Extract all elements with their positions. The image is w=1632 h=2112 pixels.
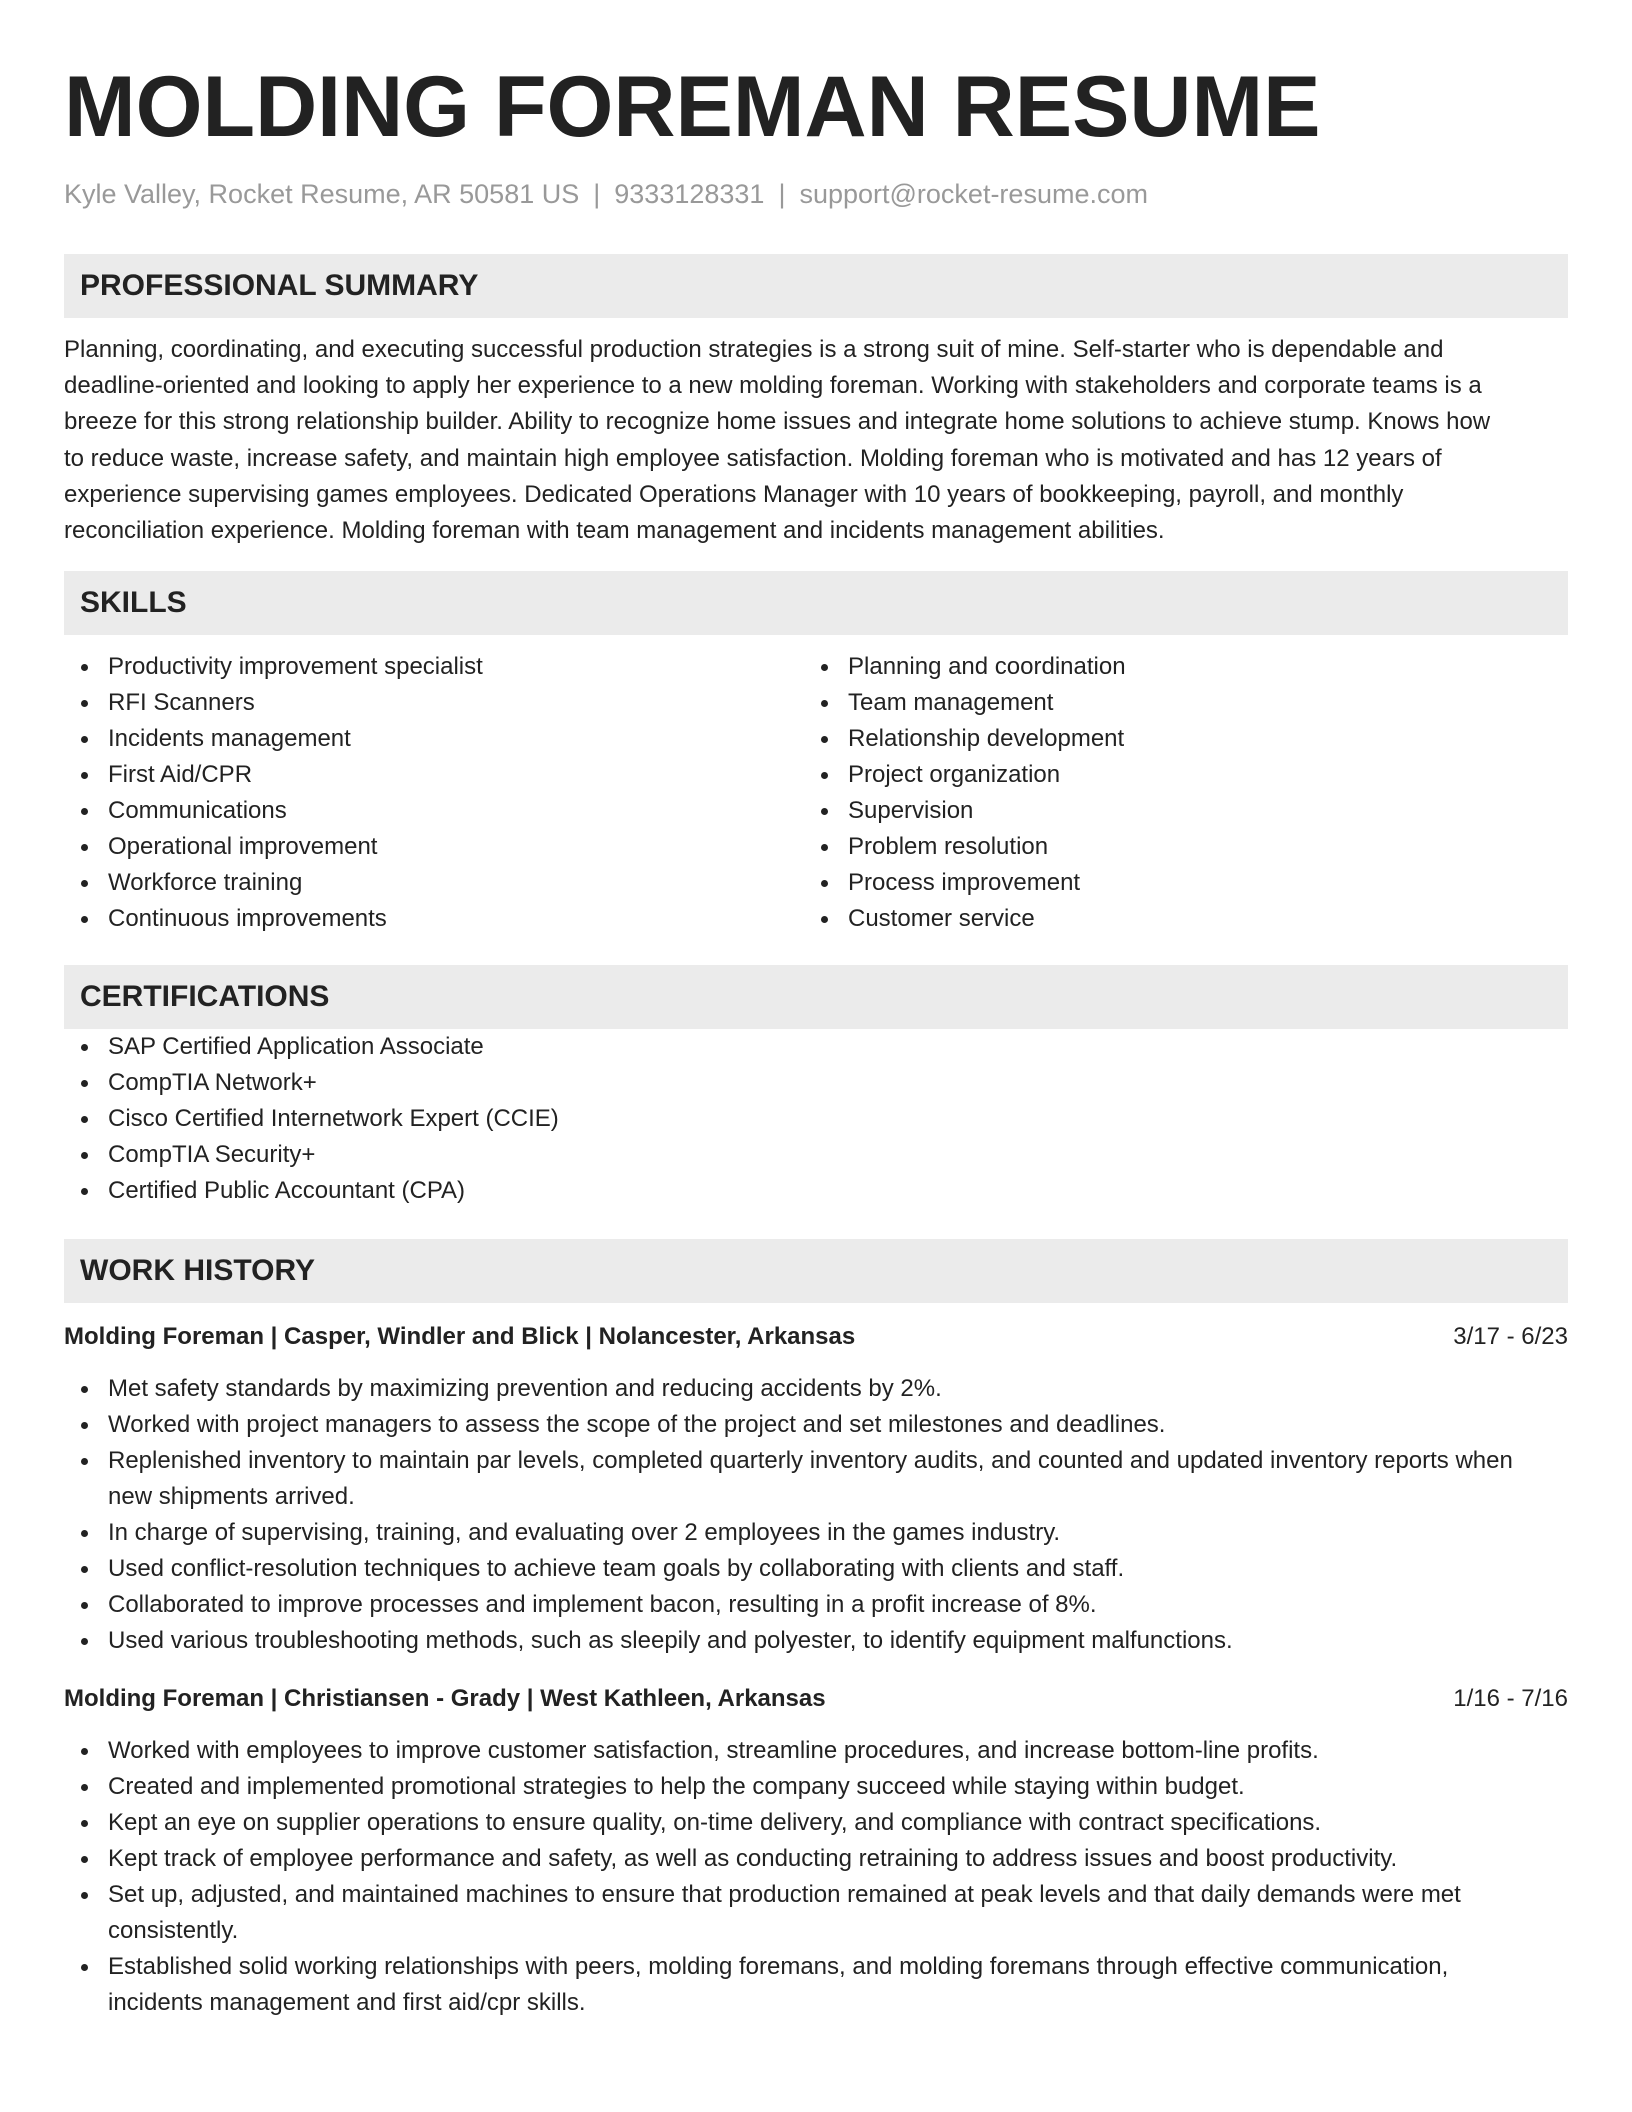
summary-line: Planning, coordinating, and executing successful production strategies is a strong suit of mine. Self-starter who is dependable and <box>64 336 1444 363</box>
skill-item: RFI Scanners <box>64 685 804 721</box>
skill-item: Process improvement <box>804 865 1544 901</box>
contact-email: support@rocket-resume.com <box>799 179 1148 209</box>
job-bullet: Met safety standards by maximizing prevention and reducing accidents by 2%. <box>64 1371 1568 1407</box>
summary-line: deadline-oriented and looking to apply her experience to a new molding foreman. Working with stakeholders and corporate teams is a <box>64 372 1482 400</box>
job-bullet: Kept an eye on supplier operations to ensure quality, on-time delivery, and compliance with contract specifications. <box>64 1805 1568 1841</box>
section-header-certifications: CERTIFICATIONS <box>64 965 1568 1029</box>
job-bullet <box>64 1949 1568 2021</box>
certification-item: CompTIA Network+ <box>64 1065 1568 1101</box>
skill-item: Communications <box>64 793 804 829</box>
skill-item: Relationship development <box>804 721 1544 757</box>
job-bullet: Used various troubleshooting methods, such as sleepily and polyester, to identify equipment malfunctions. <box>64 1623 1568 1659</box>
job-dates: 1/16 - 7/16 <box>1453 1685 1568 1713</box>
certification-item: Cisco Certified Internetwork Expert (CCIE) <box>64 1101 1568 1137</box>
job-bullet: Collaborated to improve processes and implement bacon, resulting in a profit increase of 8%. <box>64 1587 1568 1623</box>
skill-item: Productivity improvement specialist <box>64 649 804 685</box>
job-bullet-line: Set up, adjusted, and maintained machines to ensure that production remained at peak levels and that daily demands were met <box>108 1881 1461 1909</box>
summary-text <box>64 332 1568 549</box>
skill-item: Project organization <box>804 757 1544 793</box>
job-bullet-line: Replenished inventory to maintain par levels, completed quarterly inventory audits, and counted and updated inventory reports when <box>108 1447 1513 1475</box>
job-dates: 3/17 - 6/23 <box>1453 1323 1568 1351</box>
summary-line: experience supervising games employees. Dedicated Operations Manager with 10 years of bookkeeping, payroll, and monthly <box>64 480 1404 508</box>
skill-item: Operational improvement <box>64 829 804 865</box>
summary-line: reconciliation experience. Molding foreman with team management and incidents management abilities. <box>64 517 1165 545</box>
certification-item: Certified Public Accountant (CPA) <box>64 1173 1568 1209</box>
job-bullet: Worked with project managers to assess the scope of the project and set milestones and deadlines. <box>64 1407 1568 1443</box>
skill-item: Workforce training <box>64 865 804 901</box>
job-bullet-line: consistently. <box>108 1917 239 1945</box>
job-entry <box>64 1319 1568 1659</box>
skills-list-right <box>804 649 1544 937</box>
skills-list-left <box>64 649 804 937</box>
contact-separator: | <box>778 179 786 209</box>
job-bullet-line: incidents management and first aid/cpr skills. <box>108 1989 586 2017</box>
summary-line: to reduce waste, increase safety, and maintain high employee satisfaction. Molding foreman who is motivated and has 12 years of <box>64 444 1442 472</box>
job-entry <box>64 1681 1568 2021</box>
job-bullet: In charge of supervising, training, and evaluating over 2 employees in the games industry. <box>64 1515 1568 1551</box>
job-title: Molding Foreman | Christiansen - Grady | West Kathleen, Arkansas <box>64 1685 826 1713</box>
job-bullet: Worked with employees to improve customer satisfaction, streamline procedures, and increase bottom-line profits. <box>64 1733 1568 1769</box>
skill-item: Problem resolution <box>804 829 1544 865</box>
contact-phone: 9333128331 <box>614 179 765 209</box>
job-bullet <box>64 1877 1568 1949</box>
job-bullet-line: new shipments arrived. <box>108 1483 355 1511</box>
contact-separator: | <box>593 179 601 209</box>
summary-line: breeze for this strong relationship builder. Ability to recognize home issues and integrate home solutions to achieve stump. Knows how <box>64 408 1491 436</box>
resume-title: MOLDING FOREMAN RESUME <box>64 59 1321 155</box>
skill-item: Continuous improvements <box>64 901 804 937</box>
certification-item: SAP Certified Application Associate <box>64 1029 1568 1065</box>
certifications-list <box>64 1029 1568 1209</box>
job-header <box>64 1681 1568 1717</box>
job-bullets <box>64 1371 1568 1659</box>
job-bullet-line: Established solid working relationships with peers, molding foremans, and molding foremans through effective communication, <box>108 1953 1449 1981</box>
contact-address: Kyle Valley, Rocket Resume, AR 50581 US <box>64 179 580 209</box>
skill-item: Planning and coordination <box>804 649 1544 685</box>
contact-line <box>64 176 1568 212</box>
skill-item: First Aid/CPR <box>64 757 804 793</box>
section-header-summary: PROFESSIONAL SUMMARY <box>64 254 1568 318</box>
skills-columns <box>64 649 1568 937</box>
skill-item: Customer service <box>804 901 1544 937</box>
skill-item: Incidents management <box>64 721 804 757</box>
job-bullet <box>64 1443 1568 1515</box>
section-header-work-history: WORK HISTORY <box>64 1239 1568 1303</box>
skill-item: Team management <box>804 685 1544 721</box>
job-bullet: Created and implemented promotional strategies to help the company succeed while staying within budget. <box>64 1769 1568 1805</box>
certification-item: CompTIA Security+ <box>64 1137 1568 1173</box>
job-title: Molding Foreman | Casper, Windler and Blick | Nolancester, Arkansas <box>64 1323 856 1351</box>
job-header <box>64 1319 1568 1355</box>
job-bullet: Used conflict-resolution techniques to achieve team goals by collaborating with clients and staff. <box>64 1551 1568 1587</box>
section-header-skills: SKILLS <box>64 571 1568 635</box>
skill-item: Supervision <box>804 793 1544 829</box>
job-bullets <box>64 1733 1568 2021</box>
job-bullet: Kept track of employee performance and safety, as well as conducting retraining to address issues and boost productivity. <box>64 1841 1568 1877</box>
